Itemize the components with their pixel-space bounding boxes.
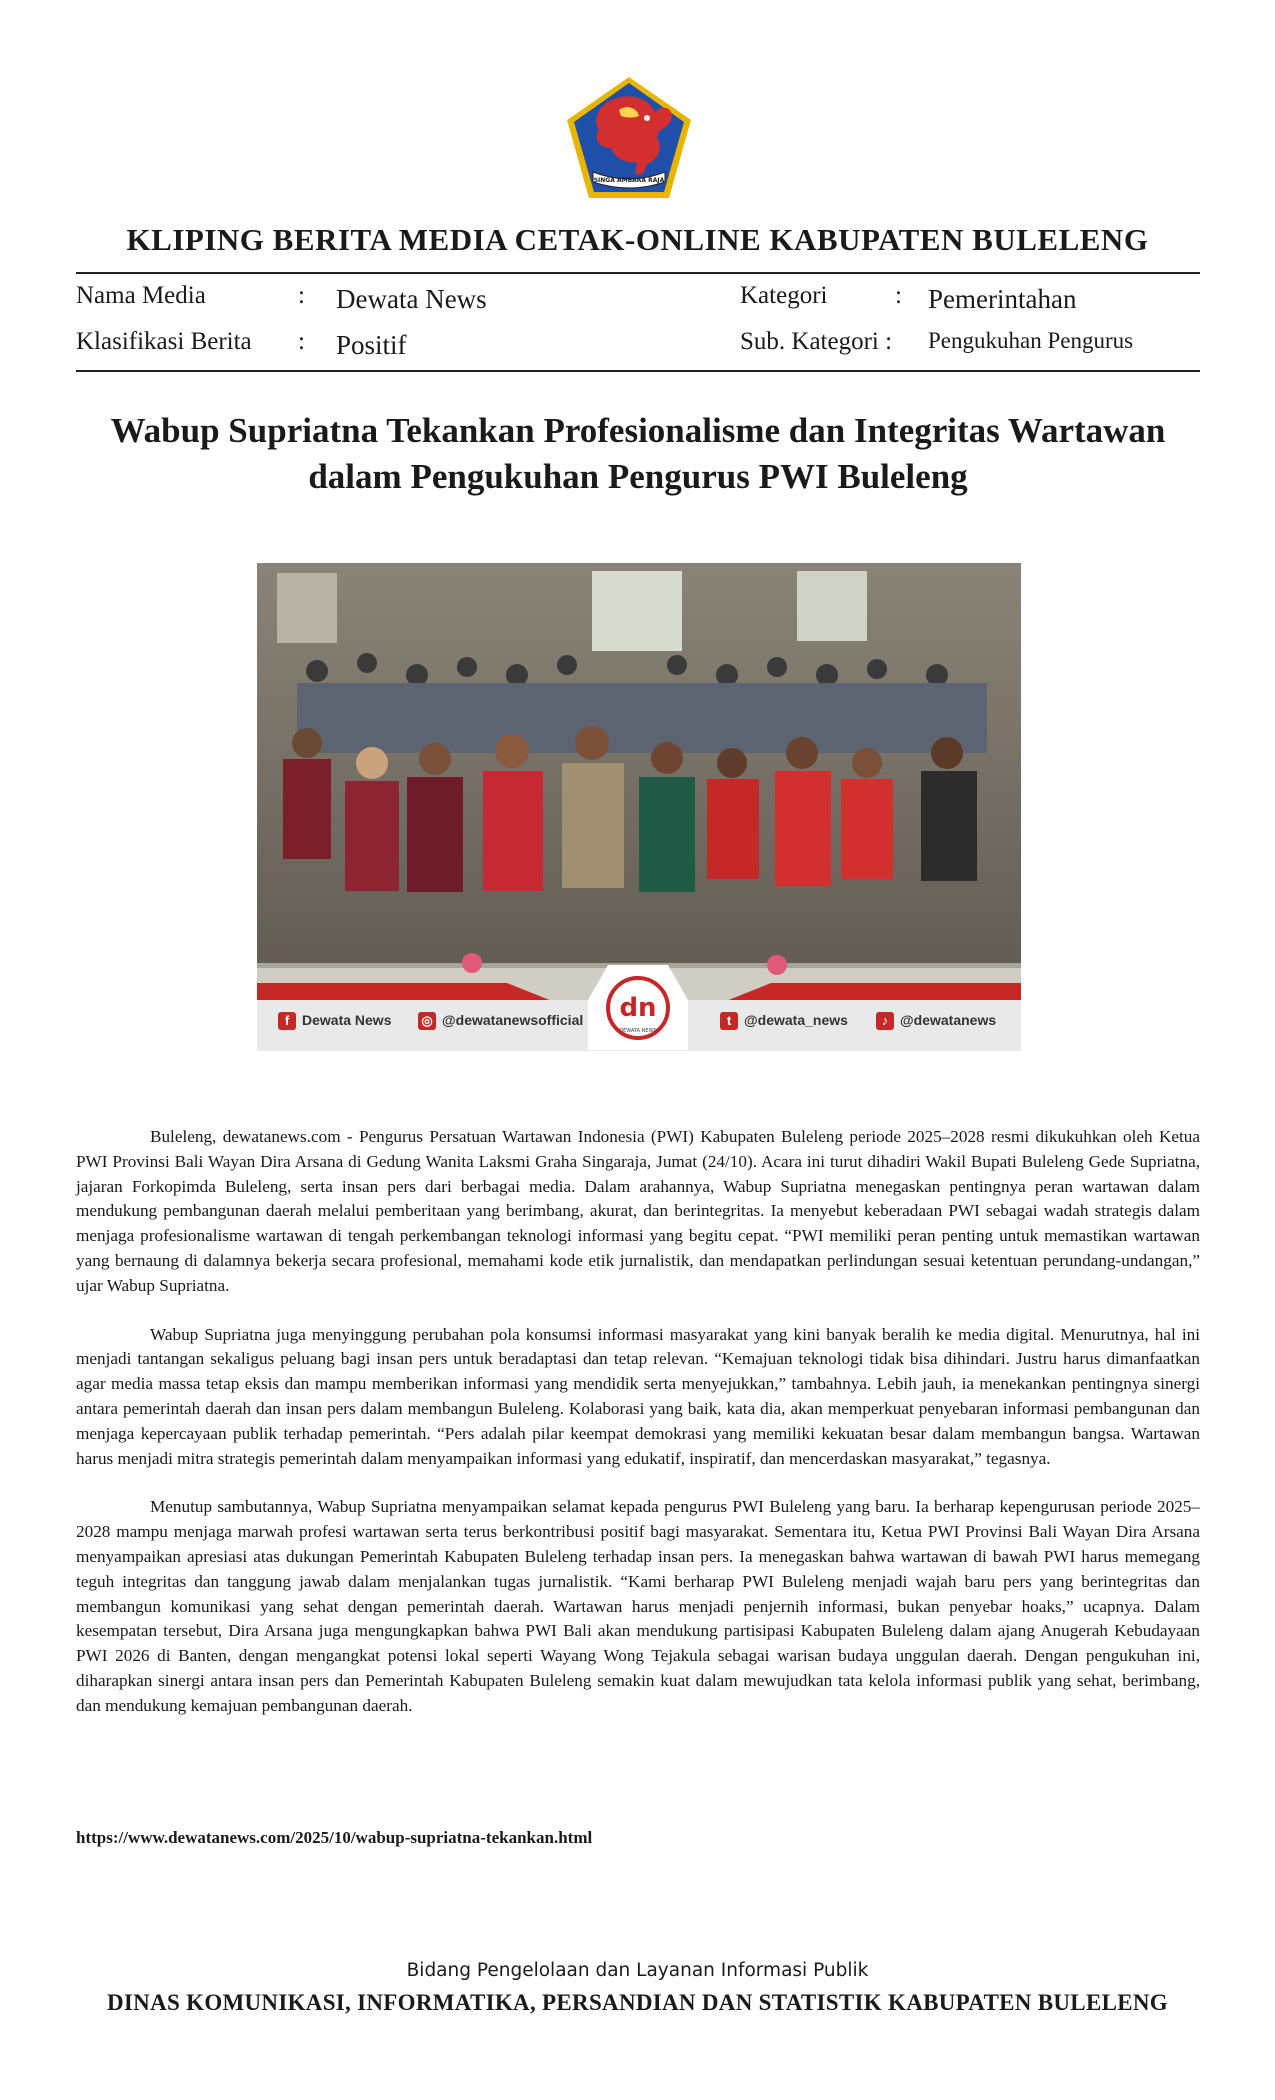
source-url[interactable]: https://www.dewatanews.com/2025/10/wabup-supriatna-tekankan.html	[76, 1828, 593, 1847]
header-rule-top	[76, 272, 1200, 274]
article-body	[76, 1125, 1200, 1743]
dewata-news-logo	[588, 960, 688, 1050]
headline-line-1: Wabup Supriatna Tekankan Profesionalisme dan Integritas Wartawan	[110, 411, 1166, 450]
klasifikasi-value: Positif	[336, 330, 407, 360]
instagram-icon: ◎	[418, 1012, 436, 1030]
instagram-handle-text: @dewatanewsofficial	[442, 1012, 584, 1028]
buleleng-coat-of-arms-logo	[563, 74, 695, 202]
article-paragraph: Wabup Supriatna juga menyinggung perubahan pola konsumsi informasi masyarakat yang kini banyak beralih ke media digital. Menurutnya, hal ini menjadi tantangan sekaligus peluang bagi insan pers untuk beradaptasi dan tetap relevan. “Kemajuan teknologi tidak bisa dihindari. Justru harus dimanfaatkan agar media massa tetap eksis dan mampu memberikan informasi yang mendidik serta menyejukkan,” tambahnya. Lebih jauh, ia menekankan pentingnya sinergi antara pemerintah daerah dan insan pers dalam membangun Buleleng. Kolaborasi yang baik, kata dia, akan memperkuat penyebaran informasi pembangunan dan menjaga kepercayaan publik terhadap pemerintah. “Pers adalah pilar keempat demokrasi yang memiliki kekuatan besar dalam membangun bangsa. Wartawan harus menjadi mitra strategis pemerintah dalam menyampaikan informasi yang edukatif, inspiratif, dan mencerdaskan masyarakat,” tegasnya.	[76, 1324, 1200, 1468]
kategori-colon: :	[895, 282, 902, 309]
article-paragraph: Menutup sambutannya, Wabup Supriatna menyampaikan selamat kepada pengurus PWI Buleleng yang baru. Ia berharap kepengurusan periode 2025–2028 mampu menjaga marwah profesi wartawan serta terus berkontribusi positif bagi masyarakat. Sementara itu, Ketua PWI Provinsi Bali Wayan Dira Arsana menyampaikan apresiasi atas dukungan Pemerintah Kabupaten Buleleng terhadap insan pers. Ia menegaskan bahwa wartawan di bawah PWI harus memegang teguh integritas dan tanggung jawab dalam menjalankan tugas jurnalistik. “Kami berharap PWI Buleleng menjadi wajah baru pers yang berintegritas dan membangun komunikasi yang sehat dengan pemerintah daerah. Wartawan harus menjadi penjernih informasi, bukan penyebar hoaks,” ucapnya. Dalam kesempatan tersebut, Dira Arsana juga mengungkapkan bahwa PWI Bali akan mendukung partisipasi Kabupaten Buleleng dalam ajang Anugerah Kebudayaan PWI 2026 di Banten, dengan mengangkat potensi lokal seperti Wayang Wong Tejakula sebagai warisan budaya unggulan daerah. Dengan pengukuhan ini, diharapkan sinergi antara insan pers dan Pemerintah Kabupaten Buleleng semakin kuat dalam mewujudkan tata kelola informasi publik yang sehat, berimbang, dan mendukung kemajuan pembangunan daerah.	[76, 1497, 1200, 1715]
tiktok-handle	[876, 1012, 996, 1030]
footer-department: Bidang Pengelolaan dan Layanan Informasi Publik	[406, 1960, 869, 1981]
article-headline	[76, 408, 1200, 500]
klasifikasi-colon: :	[298, 328, 305, 355]
facebook-handle	[278, 1012, 391, 1030]
header-rule-bottom	[76, 370, 1200, 372]
dewata-news-brand-mark: dn	[619, 993, 657, 1023]
sub-kategori-value: Pengukuhan Pengurus	[928, 328, 1134, 353]
nama-media-value: Dewata News	[336, 284, 487, 314]
nama-media-label: Nama Media	[76, 282, 206, 309]
kliping-title: KLIPING BERITA MEDIA CETAK-ONLINE KABUPATEN BULELENG	[126, 222, 1149, 257]
footer-agency: DINAS KOMUNIKASI, INFORMATIKA, PERSANDIAN DAN STATISTIK KABUPATEN BULELENG	[107, 1990, 1168, 2015]
logo-motto: SINGA AMBARA RAJA	[593, 177, 665, 184]
twitter-handle-text: @dewata_news	[744, 1012, 848, 1028]
headline-line-2: dalam Pengukuhan Pengurus PWI Buleleng	[308, 457, 968, 496]
article-paragraph: Buleleng, dewatanews.com - Pengurus Persatuan Wartawan Indonesia (PWI) Kabupaten Buleleng periode 2025–2028 resmi dikukuhkan oleh Ketua PWI Provinsi Bali Wayan Dira Arsana di Gedung Wanita Laksmi Graha Singaraja, Jumat (24/10). Acara ini turut dihadiri Wakil Bupati Buleleng Gede Supriatna, jajaran Forkopimda Buleleng, serta insan pers dari berbagai media. Dalam arahannya, Wabup Supriatna menegaskan pentingnya peran wartawan dalam mendukung pembangunan daerah melalui pemberitaan yang berimbang, akurat, dan berintegritas. Ia menyebut keberadaan PWI sebagai wadah strategis dalam menjaga profesionalisme wartawan di tengah perkembangan teknologi informasi yang begitu cepat. “PWI memiliki peran penting untuk memastikan wartawan yang bernaung di dalamnya bekerja secara profesional, memahami kode etik jurnalistik, dan mendapatkan perlindungan sesuai ketentuan perundang-undangan,” ujar Wabup Supriatna.	[76, 1127, 1200, 1295]
sub-kategori-label: Sub. Kategori :	[740, 328, 893, 355]
nama-media-colon: :	[298, 282, 305, 309]
dewata-news-brand-sub: DEWATA NEWS	[619, 1028, 657, 1034]
facebook-icon: f	[278, 1012, 296, 1030]
twitter-icon: t	[720, 1012, 738, 1030]
instagram-handle	[418, 1012, 583, 1030]
kategori-value: Pemerintahan	[928, 284, 1077, 314]
twitter-handle	[720, 1012, 848, 1030]
klasifikasi-label: Klasifikasi Berita	[76, 328, 252, 355]
tiktok-icon: ♪	[876, 1012, 894, 1030]
tiktok-handle-text: @dewatanews	[900, 1012, 997, 1028]
kategori-label: Kategori	[740, 282, 828, 309]
facebook-handle-text: Dewata News	[302, 1012, 392, 1028]
